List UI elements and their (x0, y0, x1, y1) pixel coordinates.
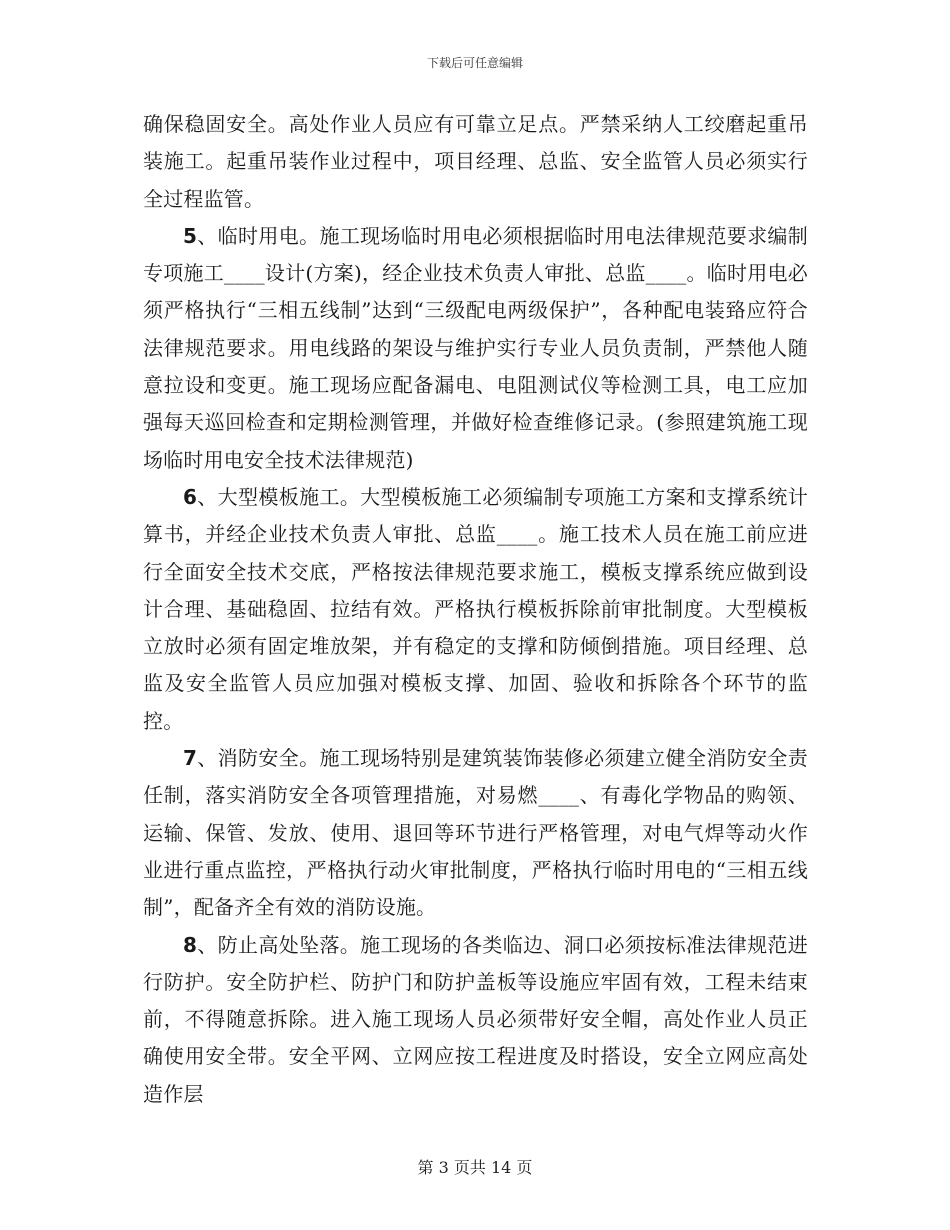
paragraph-formwork (143, 479, 808, 740)
paragraph-temporary-power (143, 218, 808, 479)
document-body (143, 106, 808, 1113)
paragraph-text: 、大型模板施工。大型模板施工必须编制专项施工方案和支撑系统计算书，并经企业技术负责人审批、总监____。施工技术人员在施工前应进行全面安全技术交底，严格按法律规范要求施工，模板支撑系统应做到设计合理、基础稳固、拉结有效。严格执行模板拆除前审批制度。大型模板立放时必须有固定堆放架，并有稳定的支撑和防倾倒措施。项目经理、总监及安全监管人员应加强对模板支撑、加固、验收和拆除各个环节的监控。 (143, 484, 808, 733)
section-number: 5 (183, 223, 198, 248)
paragraph-text: 、消防安全。施工现场特别是建筑装饰装修必须建立健全消防安全责任制，落实消防安全各项管理措施，对易燃____、有毒化学物品的购领、运输、保管、发放、使用、退回等环节进行严格管理，对电气焊等动火作业进行重点监控，严格执行动火审批制度，严格执行临时用电的“三相五线制”，配备齐全有效的消防设施。 (143, 746, 808, 920)
paragraph-fire-safety (143, 740, 808, 926)
paragraph-continuation (143, 106, 808, 218)
page-header: 下载后可任意编辑 (426, 56, 523, 70)
section-number: 7 (183, 746, 198, 771)
paragraph-text: 确保稳固安全。高处作业人员应有可靠立足点。严禁采纳人工绞磨起重吊装施工。起重吊装作业过程中，项目经理、总监、安全监管人员必须实行全过程监管。 (143, 112, 808, 211)
paragraph-text: 、临时用电。施工现场临时用电必须根据临时用电法律规范要求编制专项施工____设计(方案)，经企业技术负责人审批、总监____。临时用电必须严格执行“三相五线制”达到“三级配电两级保护”，各种配电装臵应符合法律规范要求。用电线路的架设与维护实行专业人员负责制，严禁他人随意拉设和变更。施工现场应配备漏电、电阻测试仪等检测工具，电工应加强每天巡回检查和定期检测管理，并做好检查维修记录。(参照建筑施工现场临时用电安全技术法律规范) (143, 223, 808, 472)
paragraph-text: 、防止高处坠落。施工现场的各类临边、洞口必须按标准法律规范进行防护。安全防护栏、防护门和防护盖板等设施应牢固有效，工程未结束前，不得随意拆除。进入施工现场人员必须带好安全帽，高处作业人员正确使用安全带。安全平网、立网应按工程进度及时搭设，安全立网应高处造作层 (143, 932, 808, 1106)
section-number: 6 (183, 484, 198, 509)
page-number-footer: 第 3 页共 14 页 (417, 1158, 533, 1177)
section-number: 8 (183, 932, 198, 957)
paragraph-fall-prevention (143, 927, 808, 1113)
